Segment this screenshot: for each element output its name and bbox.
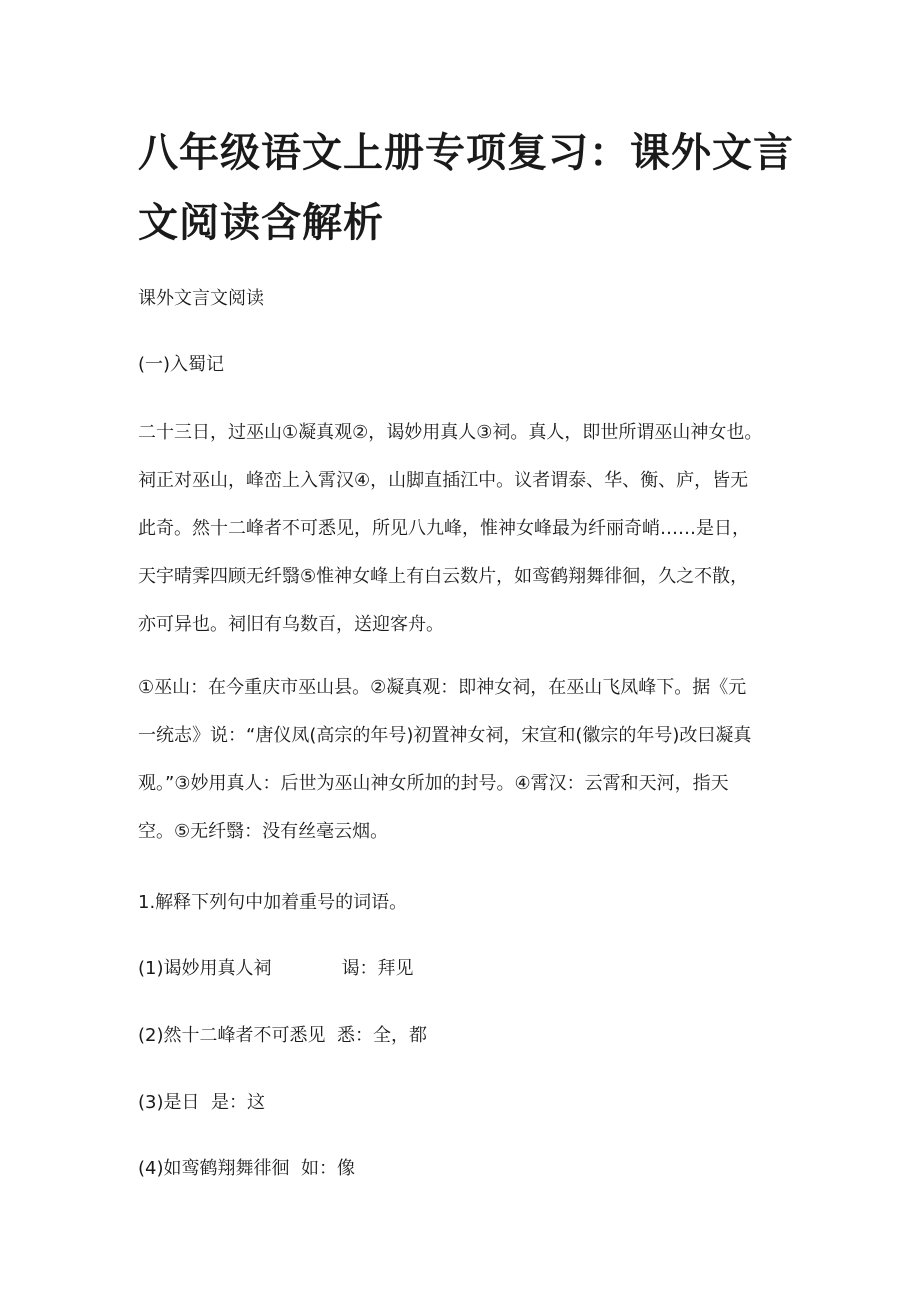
answer-item-4 — [138, 1158, 798, 1180]
answer-item-1 — [138, 958, 798, 980]
section-heading: 课外文言文阅读 — [138, 288, 264, 309]
passage-line: 天宇晴霁四顾无纤翳⑤惟神女峰上有白云数片，如鸾鹤翔舞徘徊，久之不散， — [138, 566, 749, 587]
answer-sentence: (2)然十二峰者不可悉见 — [138, 1025, 326, 1046]
answer-sentence: (3)是日 — [138, 1092, 200, 1113]
answer-sentence: (4)如鸾鹤翔舞徘徊 — [138, 1158, 290, 1179]
passage-line: 祠正对巫山，峰峦上入霄汉④，山脚直插江中。议者谓泰、华、衡、庐，皆无 — [138, 470, 749, 491]
annotation-notes — [138, 664, 798, 856]
answer-gloss: 是：这 — [210, 1092, 265, 1113]
answer-item-3 — [138, 1092, 798, 1114]
title-line-1: 八年级语文上册专项复习：课外文言 — [138, 130, 794, 176]
passage-line: 亦可异也。祠旧有乌数百，送迎客舟。 — [138, 614, 444, 635]
answer-gloss: 如：像 — [300, 1158, 355, 1179]
passage-line: 此奇。然十二峰者不可悉见，所见八九峰，惟神女峰最为纤丽奇峭……是日， — [138, 518, 750, 539]
passage-line: 二十三日，过巫山①凝真观②，谒妙用真人③祠。真人，即世所谓巫山神女也。 — [138, 422, 763, 443]
note-line: 一统志》说：“唐仪凤(高宗的年号)初置神女祠，宋宣和(徽宗的年号)改曰凝真 — [138, 725, 752, 746]
page-title — [138, 118, 798, 258]
passage-text — [138, 409, 798, 649]
title-line-2: 文阅读含解析 — [138, 200, 384, 246]
answer-item-2 — [138, 1025, 798, 1047]
question-prompt: 1.解释下列句中加着重号的词语。 — [138, 892, 408, 913]
subsection-heading: (一)入蜀记 — [138, 354, 225, 375]
answer-gloss: 谒：拜见 — [341, 958, 414, 979]
answer-gloss: 悉：全，都 — [336, 1025, 427, 1046]
note-line: 观。”③妙用真人：后世为巫山神女所加的封号。④霄汉：云霄和天河，指天 — [138, 773, 729, 794]
note-line: ①巫山：在今重庆市巫山县。②凝真观：即神女祠，在巫山飞凤峰下。据《元 — [138, 677, 747, 698]
note-line: 空。⑤无纤翳：没有丝毫云烟。 — [138, 821, 389, 842]
answer-sentence: (1)谒妙用真人祠 — [138, 958, 272, 979]
